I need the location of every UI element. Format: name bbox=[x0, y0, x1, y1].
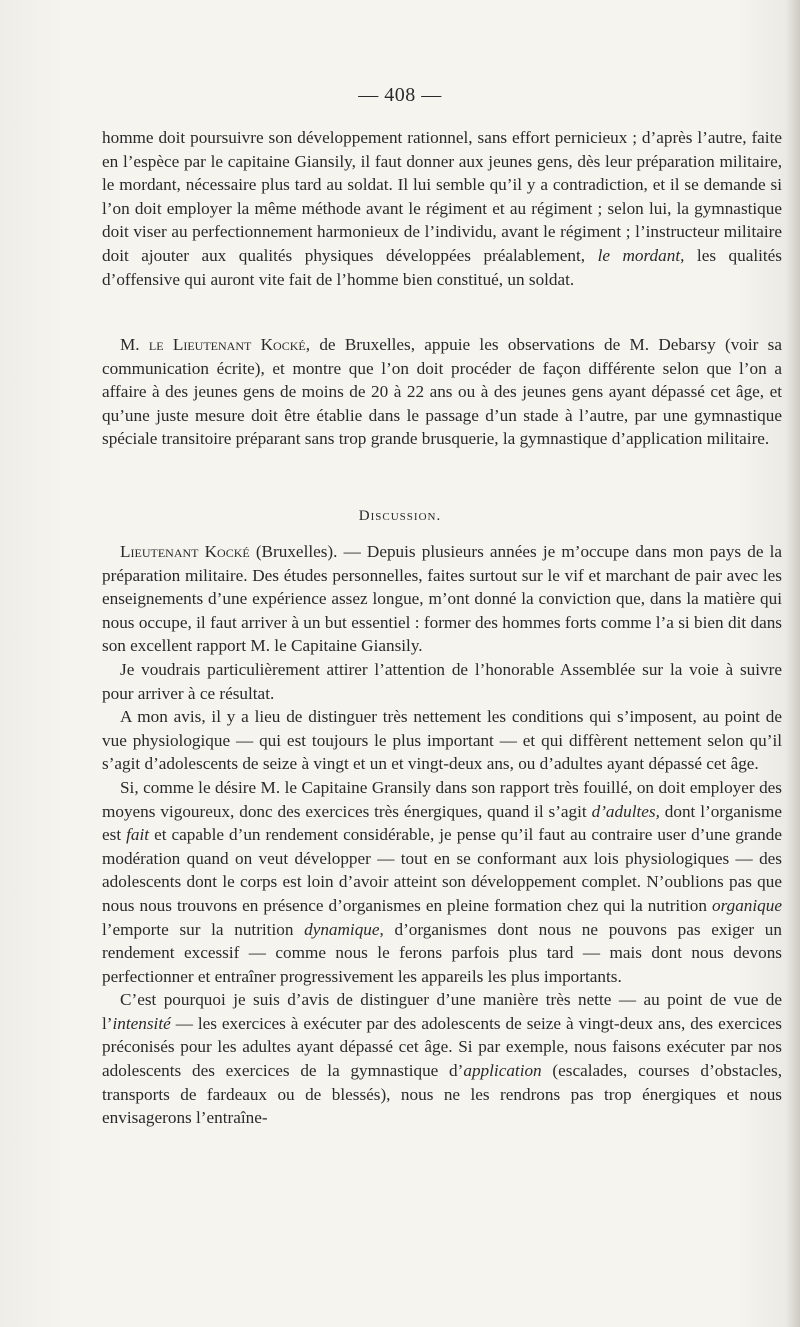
italic-term: le mordant, bbox=[597, 245, 685, 265]
section-heading-discussion: Discussion. bbox=[358, 508, 442, 524]
italic-term: dynamique, bbox=[304, 919, 384, 939]
italic-term: organique bbox=[711, 895, 782, 915]
page-number: — 408 — bbox=[358, 84, 442, 106]
paragraph-text: C’est pourquoi je suis d’avis de distinguer d’une manière très nette — au point de vue de l’ bbox=[102, 990, 782, 1033]
paragraph-text: de Bruxelles, appuie les observations de M. Debarsy (voir sa communication écrite), et montre que l’on doit procéder de façon différente selon que l’on a affaire à des jeunes gens de moins de 20 à 22 ans ou à des jeunes gens ayant dépassé cet âge, et qu’une juste mesure doit être établie dans le passage d’un stade à l’autre, par une gymnastique spéciale transitoire préparant sans trop grande brusquerie, la gymnastique d’application militaire. bbox=[102, 335, 782, 449]
paragraph: A mon avis, il y a lieu de distinguer très nettement les conditions qui s’imposent, au point de vue physiologique — qui est toujours le plus important — et qui diffèrent nettement selon qu’il s’agit d’adolescents de seize à vingt et un et vingt-deux ans, ou d’adultes ayant dépassé cet âge. bbox=[102, 707, 782, 774]
paragraph-text: — les exercices à exécuter par des adolescents de seize à vingt-deux ans, des exercices préconisés pour les adultes ayant dépassé cet âge. Si par exemple, nous faisons exécuter par nos adolescents des exercices de la gymnastique d’ bbox=[102, 1013, 782, 1081]
paragraph-text-tail: les qualités d’offensive qui auront vite fait de l’homme bien constitué, un soldat. bbox=[102, 245, 782, 289]
paragraph-text: l’emporte sur la nutrition bbox=[102, 919, 305, 939]
italic-term: d’adultes, bbox=[591, 801, 660, 821]
page-edge-shadow bbox=[786, 0, 800, 1327]
italic-term: fait bbox=[126, 825, 150, 845]
paragraph: Je voudrais particulièrement attirer l’attention de l’honorable Assemblée sur la voie à suivre pour arriver à ce résultat. bbox=[102, 659, 782, 703]
kocke-summary-paragraph bbox=[102, 333, 782, 451]
paragraph-text: homme doit poursuivre son développement rationnel, sans effort pernicieux ; d’après l’autre, faite en l’espèce par le capitaine Giansily, il faut donner aux jeunes gens, dès leur préparation militaire, le mordant, nécessaire plus tard au soldat. Il lui semble qu’il y a contradiction, et il se demande si l’on doit employer la même méthode avant le régiment et au régiment ; selon lui, la gymnastique doit viser au perfectionnement harmonieux de l’individu, avant le régiment ; l’instructeur militaire doit ajouter aux qualités physiques développées préalablement, bbox=[102, 128, 782, 265]
paragraph-text: Si, comme le désire M. le Capitaine Gransily dans son rapport très fouillé, on doit employer des moyens vigoureux, donc des exercices très énergiques, quand il s’agit bbox=[102, 777, 782, 821]
paragraph-text: d’organismes dont nous ne pouvons pas exiger un rendement excessif — comme nous le ferons parfois plus tard — mais dont nous devons perfectionner et entraîner progressivement les appareils les plus importants. bbox=[102, 919, 782, 986]
speaker-prefix: M. bbox=[120, 335, 149, 354]
opening-paragraph bbox=[102, 126, 782, 291]
paragraph-text: et capable d’un rendement considérable, je pense qu’il faut au contraire user d’une grande modération quand on veut développer — tout en se conformant aux lois physiologiques — des adolescents dont le corps est loin d’avoir atteint son développement complet. N’oublions pas que nous nous trouvons en présence d’organismes en pleine formation chez qui la nutrition bbox=[102, 825, 782, 915]
paragraph-text: dont l’organisme est bbox=[102, 801, 782, 845]
paragraph-text: (Bruxelles). — Depuis plusieurs années je m’occupe dans mon pays de la préparation militaire. Des études personnelles, faites surtout sur le vif et marchant de pair avec les enseignements d’une expérience assez longue, m’ont donné la conviction que, dans la matière qui nous occupe, il faut arriver à un but essentiel : former des hommes forts comme l’a si bien dit dans son excellent rapport M. le Capitaine Giansily. bbox=[102, 542, 782, 656]
italic-term: application bbox=[463, 1061, 542, 1081]
paragraph-text: (escalades, courses d’obstacles, transports de fardeaux ou de blessés), nous ne les rendrons pas trop énergiques et nous envisagerons l’entraîne- bbox=[102, 1061, 782, 1128]
italic-term: intensité bbox=[112, 1013, 171, 1033]
speaker-name: Lieutenant Kocké bbox=[120, 542, 250, 561]
speaker-name: le Lieutenant Kocké, bbox=[148, 335, 311, 354]
discussion-body bbox=[102, 540, 782, 1130]
